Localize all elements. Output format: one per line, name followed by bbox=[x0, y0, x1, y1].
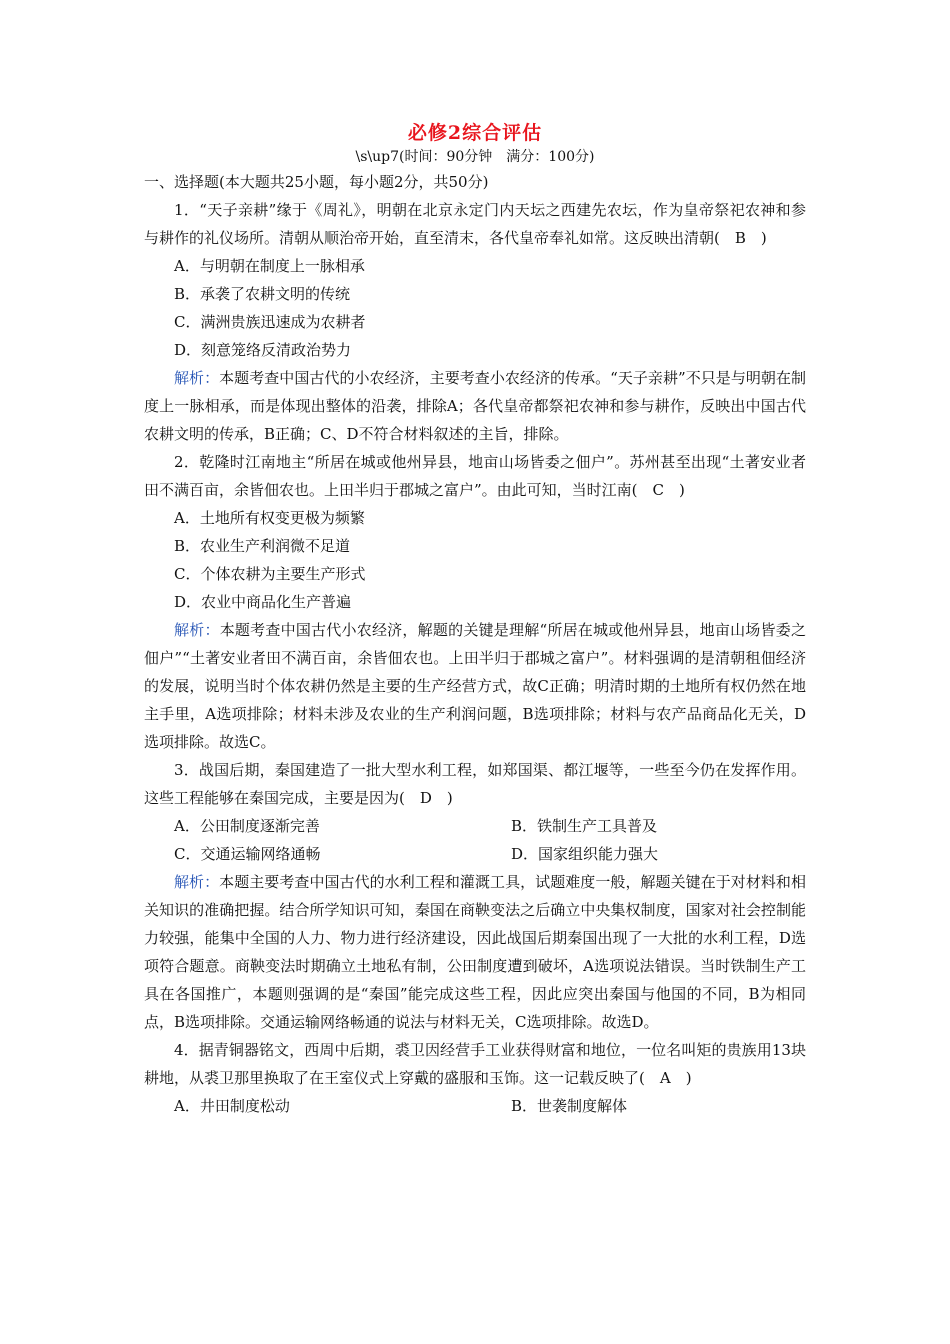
document-page bbox=[144, 118, 806, 1120]
document-subtitle: \s\up7(时间：90分钟 满分：100分) bbox=[355, 149, 595, 165]
option: B．铁制生产工具普及 bbox=[511, 817, 658, 835]
analysis-label: 解析： bbox=[174, 873, 220, 891]
option: A．土地所有权变更极为频繁 bbox=[174, 509, 365, 527]
option: A．公田制度逐渐完善 bbox=[174, 817, 320, 835]
analysis-paragraph bbox=[144, 868, 806, 1036]
option: B．承袭了农耕文明的传统 bbox=[174, 285, 351, 303]
option: C．个体农耕为主要生产形式 bbox=[174, 565, 366, 583]
document-title: 必修2综合评估 bbox=[407, 122, 543, 144]
option: C．交通运输网络通畅 bbox=[174, 845, 321, 863]
option: A．井田制度松动 bbox=[174, 1097, 290, 1115]
option-row bbox=[144, 1092, 806, 1120]
option: B．世袭制度解体 bbox=[511, 1097, 628, 1115]
option: D．农业中商品化生产普遍 bbox=[174, 593, 352, 611]
analysis-text: 本题主要考查中国古代的水利工程和灌溉工具，试题难度一般，解题关键在于对材料和相关知识的准确把握。结合所学知识可知，秦国在商鞅变法之后确立中央集权制度，国家对社会控制能力较强，能集中全国的人力、物力进行经济建设，因此战国后期秦国出现了一大批的水利工程，D选项符合题意。商鞅变法时期确立土地私有制，公田制度遭到破坏，A选项说法错误。当时铁制生产工具在各国推广，本题则强调的是“秦国”能完成这些工程，因此应突出秦国与他国的不同，B为相同点，B选项排除。交通运输网络畅通的说法与材料无关，C选项排除。故选D。 bbox=[144, 873, 806, 1031]
question-stem: 2．乾隆时江南地主“所居在城或他州异县，地亩山场皆委之佃户”。苏州甚至出现“土著安业者田不满百亩，余皆佃农也。上田半归于郡城之富户”。由此可知，当时江南( C ) bbox=[144, 453, 806, 499]
analysis-label: 解析： bbox=[174, 621, 220, 639]
question-stem: 4．据青铜器铭文，西周中后期，裘卫因经营手工业获得财富和地位，一位名叫矩的贵族用13块耕地，从裘卫那里换取了在王室仪式上穿戴的盛服和玉饰。这一记载反映了( A ) bbox=[144, 1041, 806, 1087]
section-heading: 一、选择题(本大题共25小题，每小题2分，共50分) bbox=[144, 173, 489, 191]
analysis-paragraph bbox=[144, 364, 806, 448]
analysis-paragraph bbox=[144, 616, 806, 756]
option: D．国家组织能力强大 bbox=[511, 845, 659, 863]
analysis-text: 本题考查中国古代的小农经济，主要考查小农经济的传承。“天子亲耕”不只是与明朝在制度上一脉相承，而是体现出整体的沿袭，排除A；各代皇帝都祭祀农神和参与耕作，反映出中国古代农耕文明的传承，B正确；C、D不符合材料叙述的主旨，排除。 bbox=[144, 369, 806, 443]
analysis-text: 本题考查中国古代小农经济，解题的关键是理解“所居在城或他州异县，地亩山场皆委之佃户”“土著安业者田不满百亩，余皆佃农也。上田半归于郡城之富户”。材料强调的是清朝租佃经济的发展，说明当时个体农耕仍然是主要的生产经营方式，故C正确；明清时期的土地所有权仍然在地主手里，A选项排除；材料未涉及农业的生产利润问题，B选项排除；材料与农产品商品化无关，D选项排除。故选C。 bbox=[144, 621, 806, 751]
option: D．刻意笼络反清政治势力 bbox=[174, 341, 352, 359]
analysis-label: 解析： bbox=[174, 369, 220, 387]
option: A．与明朝在制度上一脉相承 bbox=[174, 257, 365, 275]
question-stem: 1．“天子亲耕”缘于《周礼》，明朝在北京永定门内天坛之西建先农坛，作为皇帝祭祀农神和参与耕作的礼仪场所。清朝从顺治帝开始，直至清末，各代皇帝奉礼如常。这反映出清朝( B ) bbox=[144, 201, 806, 247]
option: C．满洲贵族迅速成为农耕者 bbox=[174, 313, 366, 331]
option-row bbox=[144, 840, 806, 868]
option-row bbox=[144, 812, 806, 840]
option: B．农业生产利润微不足道 bbox=[174, 537, 351, 555]
question-stem: 3．战国后期，秦国建造了一批大型水利工程，如郑国渠、都江堰等，一些至今仍在发挥作用。这些工程能够在秦国完成，主要是因为( D ) bbox=[144, 761, 806, 807]
